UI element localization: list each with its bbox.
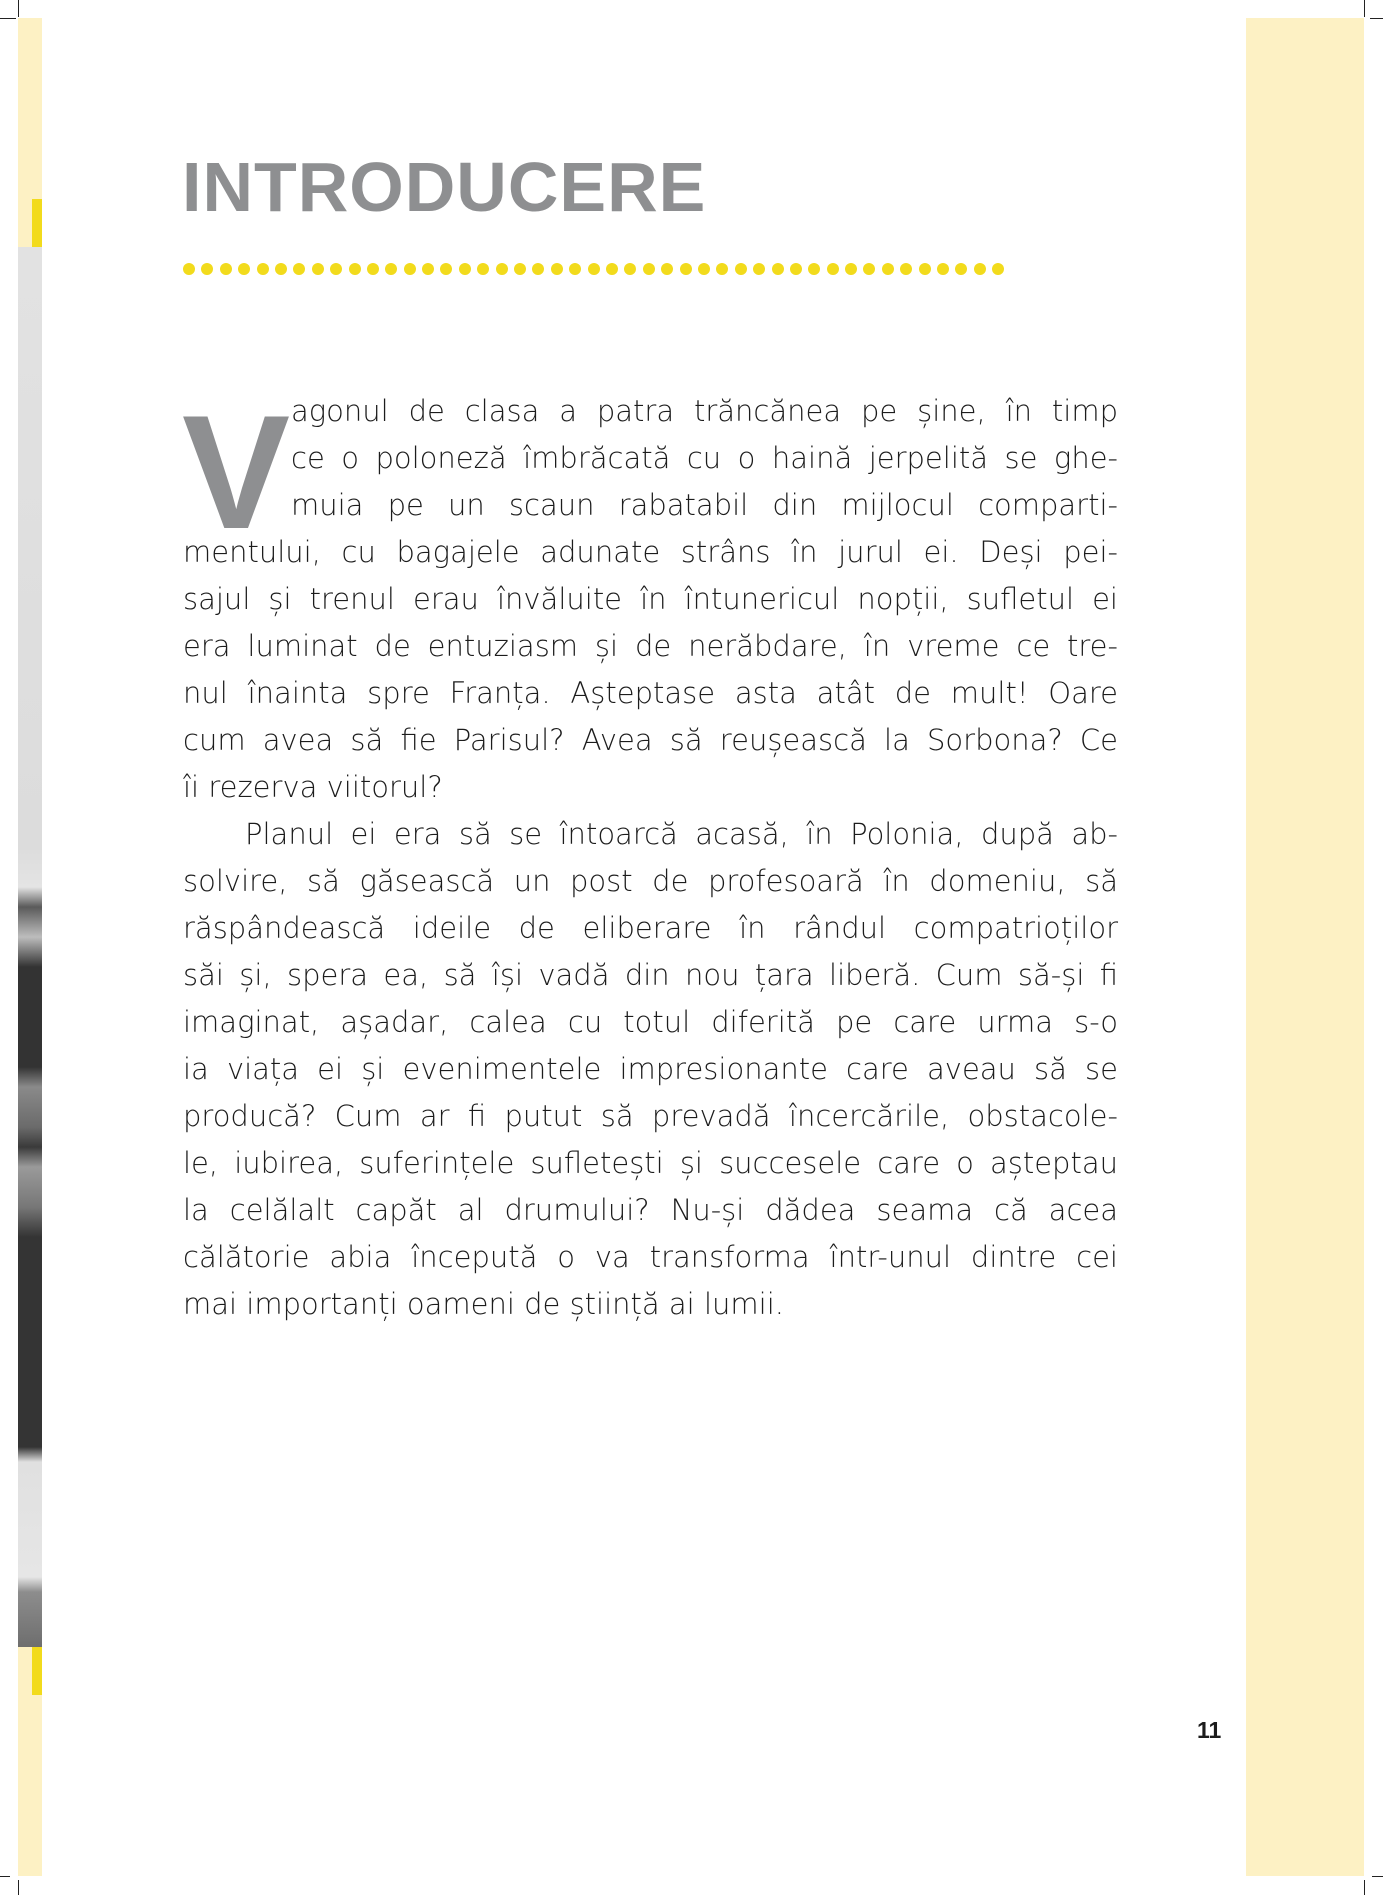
divider-dot <box>661 263 673 275</box>
text-line: cum avea să fie Parisul? Avea să reușească la Sorbona? Ce <box>183 723 1118 757</box>
text-line: ia viața ei și evenimentele impresionante care aveau să se <box>183 1052 1118 1086</box>
divider-dot <box>220 263 232 275</box>
text-line: la celălalt capăt al drumului? Nu-și dădea seama că acea <box>183 1193 1118 1227</box>
divider-dot <box>900 263 912 275</box>
crop-mark <box>1370 18 1383 19</box>
divider-dot <box>698 263 710 275</box>
text-line: producă? Cum ar fi putut să prevadă încercările, obstacole- <box>183 1099 1118 1133</box>
divider-dot <box>422 263 434 275</box>
divider-dot <box>919 263 931 275</box>
divider-dot <box>753 263 765 275</box>
divider-dot <box>624 263 636 275</box>
paragraph-2 <box>183 811 1118 1328</box>
yellow-accent-bar-bottom <box>32 1647 42 1695</box>
divider-dot <box>735 263 747 275</box>
divider-dot <box>974 263 986 275</box>
divider-dot <box>514 263 526 275</box>
text-line: imaginat, așadar, calea cu totul diferită pe care urma s-o <box>183 1005 1118 1039</box>
divider-dot <box>532 263 544 275</box>
divider-dot <box>459 263 471 275</box>
divider-dot <box>385 263 397 275</box>
text-line: săi și, spera ea, să își vadă din nou țara liberă. Cum să-și fi <box>183 958 1118 992</box>
divider-dot <box>808 263 820 275</box>
divider-dot <box>992 263 1004 275</box>
text-line: nul înainta spre Franța. Așteptase asta atât de mult! Oare <box>183 676 1118 710</box>
dotted-divider <box>183 263 1223 277</box>
divider-dot <box>238 263 250 275</box>
divider-dot <box>588 263 600 275</box>
text-line: ce o poloneză îmbrăcată cu o haină jerpelită se ghe- <box>291 441 1118 475</box>
crop-mark <box>18 0 19 17</box>
divider-dot <box>275 263 287 275</box>
divider-dot <box>257 263 269 275</box>
crop-mark <box>18 1880 19 1895</box>
text-line: agonul de clasa a patra trăncănea pe șine, în timp <box>291 394 1118 428</box>
yellow-accent-bar-top <box>32 199 42 247</box>
text-line: muia pe un scaun rabatabil din mijlocul comparti- <box>291 488 1118 522</box>
divider-dot <box>569 263 581 275</box>
crop-mark <box>1364 0 1365 17</box>
divider-dot <box>680 263 692 275</box>
text-line: era luminat de entuziasm și de nerăbdare, în vreme ce tre- <box>183 629 1118 663</box>
divider-dot <box>183 263 195 275</box>
divider-dot <box>367 263 379 275</box>
divider-dot <box>477 263 489 275</box>
crop-mark <box>0 18 16 19</box>
page-number: 11 <box>1197 1717 1222 1743</box>
divider-dot <box>845 263 857 275</box>
right-sidebar-panel <box>1246 18 1364 1876</box>
divider-dot <box>201 263 213 275</box>
divider-dot <box>882 263 894 275</box>
divider-dot <box>827 263 839 275</box>
divider-dot <box>716 263 728 275</box>
divider-dot <box>937 263 949 275</box>
divider-dot <box>496 263 508 275</box>
article-body <box>182 382 1118 1328</box>
divider-dot <box>790 263 802 275</box>
crop-mark <box>1364 1880 1365 1895</box>
divider-dot <box>312 263 324 275</box>
divider-dot <box>606 263 618 275</box>
text-line: mentului, cu bagajele adunate strâns în jurul ei. Deși pei- <box>183 535 1118 569</box>
text-line: călătorie abia începută o va transforma într-unul dintre cei <box>183 1240 1118 1274</box>
text-line: mai importanți oameni de știință ai lumii. <box>183 1287 784 1321</box>
text-line: răspândească ideile de eliberare în rândul compatrioților <box>183 911 1118 945</box>
crop-mark <box>0 1876 10 1877</box>
text-line: Planul ei era să se întoarcă acasă, în Polonia, după ab- <box>245 817 1118 851</box>
divider-dot <box>643 263 655 275</box>
divider-dot <box>293 263 305 275</box>
divider-dot <box>349 263 361 275</box>
paragraph-1 <box>182 382 1118 811</box>
chapter-title: INTRODUCERE <box>182 148 707 226</box>
divider-dot <box>551 263 563 275</box>
left-decorative-strip <box>18 18 42 1876</box>
text-line: solvire, să găsească un post de profesoară în domeniu, să <box>183 864 1118 898</box>
divider-dot <box>955 263 967 275</box>
crop-mark <box>1372 1876 1383 1877</box>
text-line: le, iubirea, suferințele sufletești și succesele care o așteptau <box>183 1146 1118 1180</box>
divider-dot <box>440 263 452 275</box>
text-line: îi rezerva viitorul? <box>183 770 443 804</box>
drop-cap: V <box>182 382 291 563</box>
divider-dot <box>330 263 342 275</box>
divider-dot <box>863 263 875 275</box>
text-line: sajul și trenul erau învăluite în întunericul nopții, sufletul ei <box>183 582 1118 616</box>
photo-strip-image <box>18 247 42 1647</box>
divider-dot <box>404 263 416 275</box>
divider-dot <box>772 263 784 275</box>
